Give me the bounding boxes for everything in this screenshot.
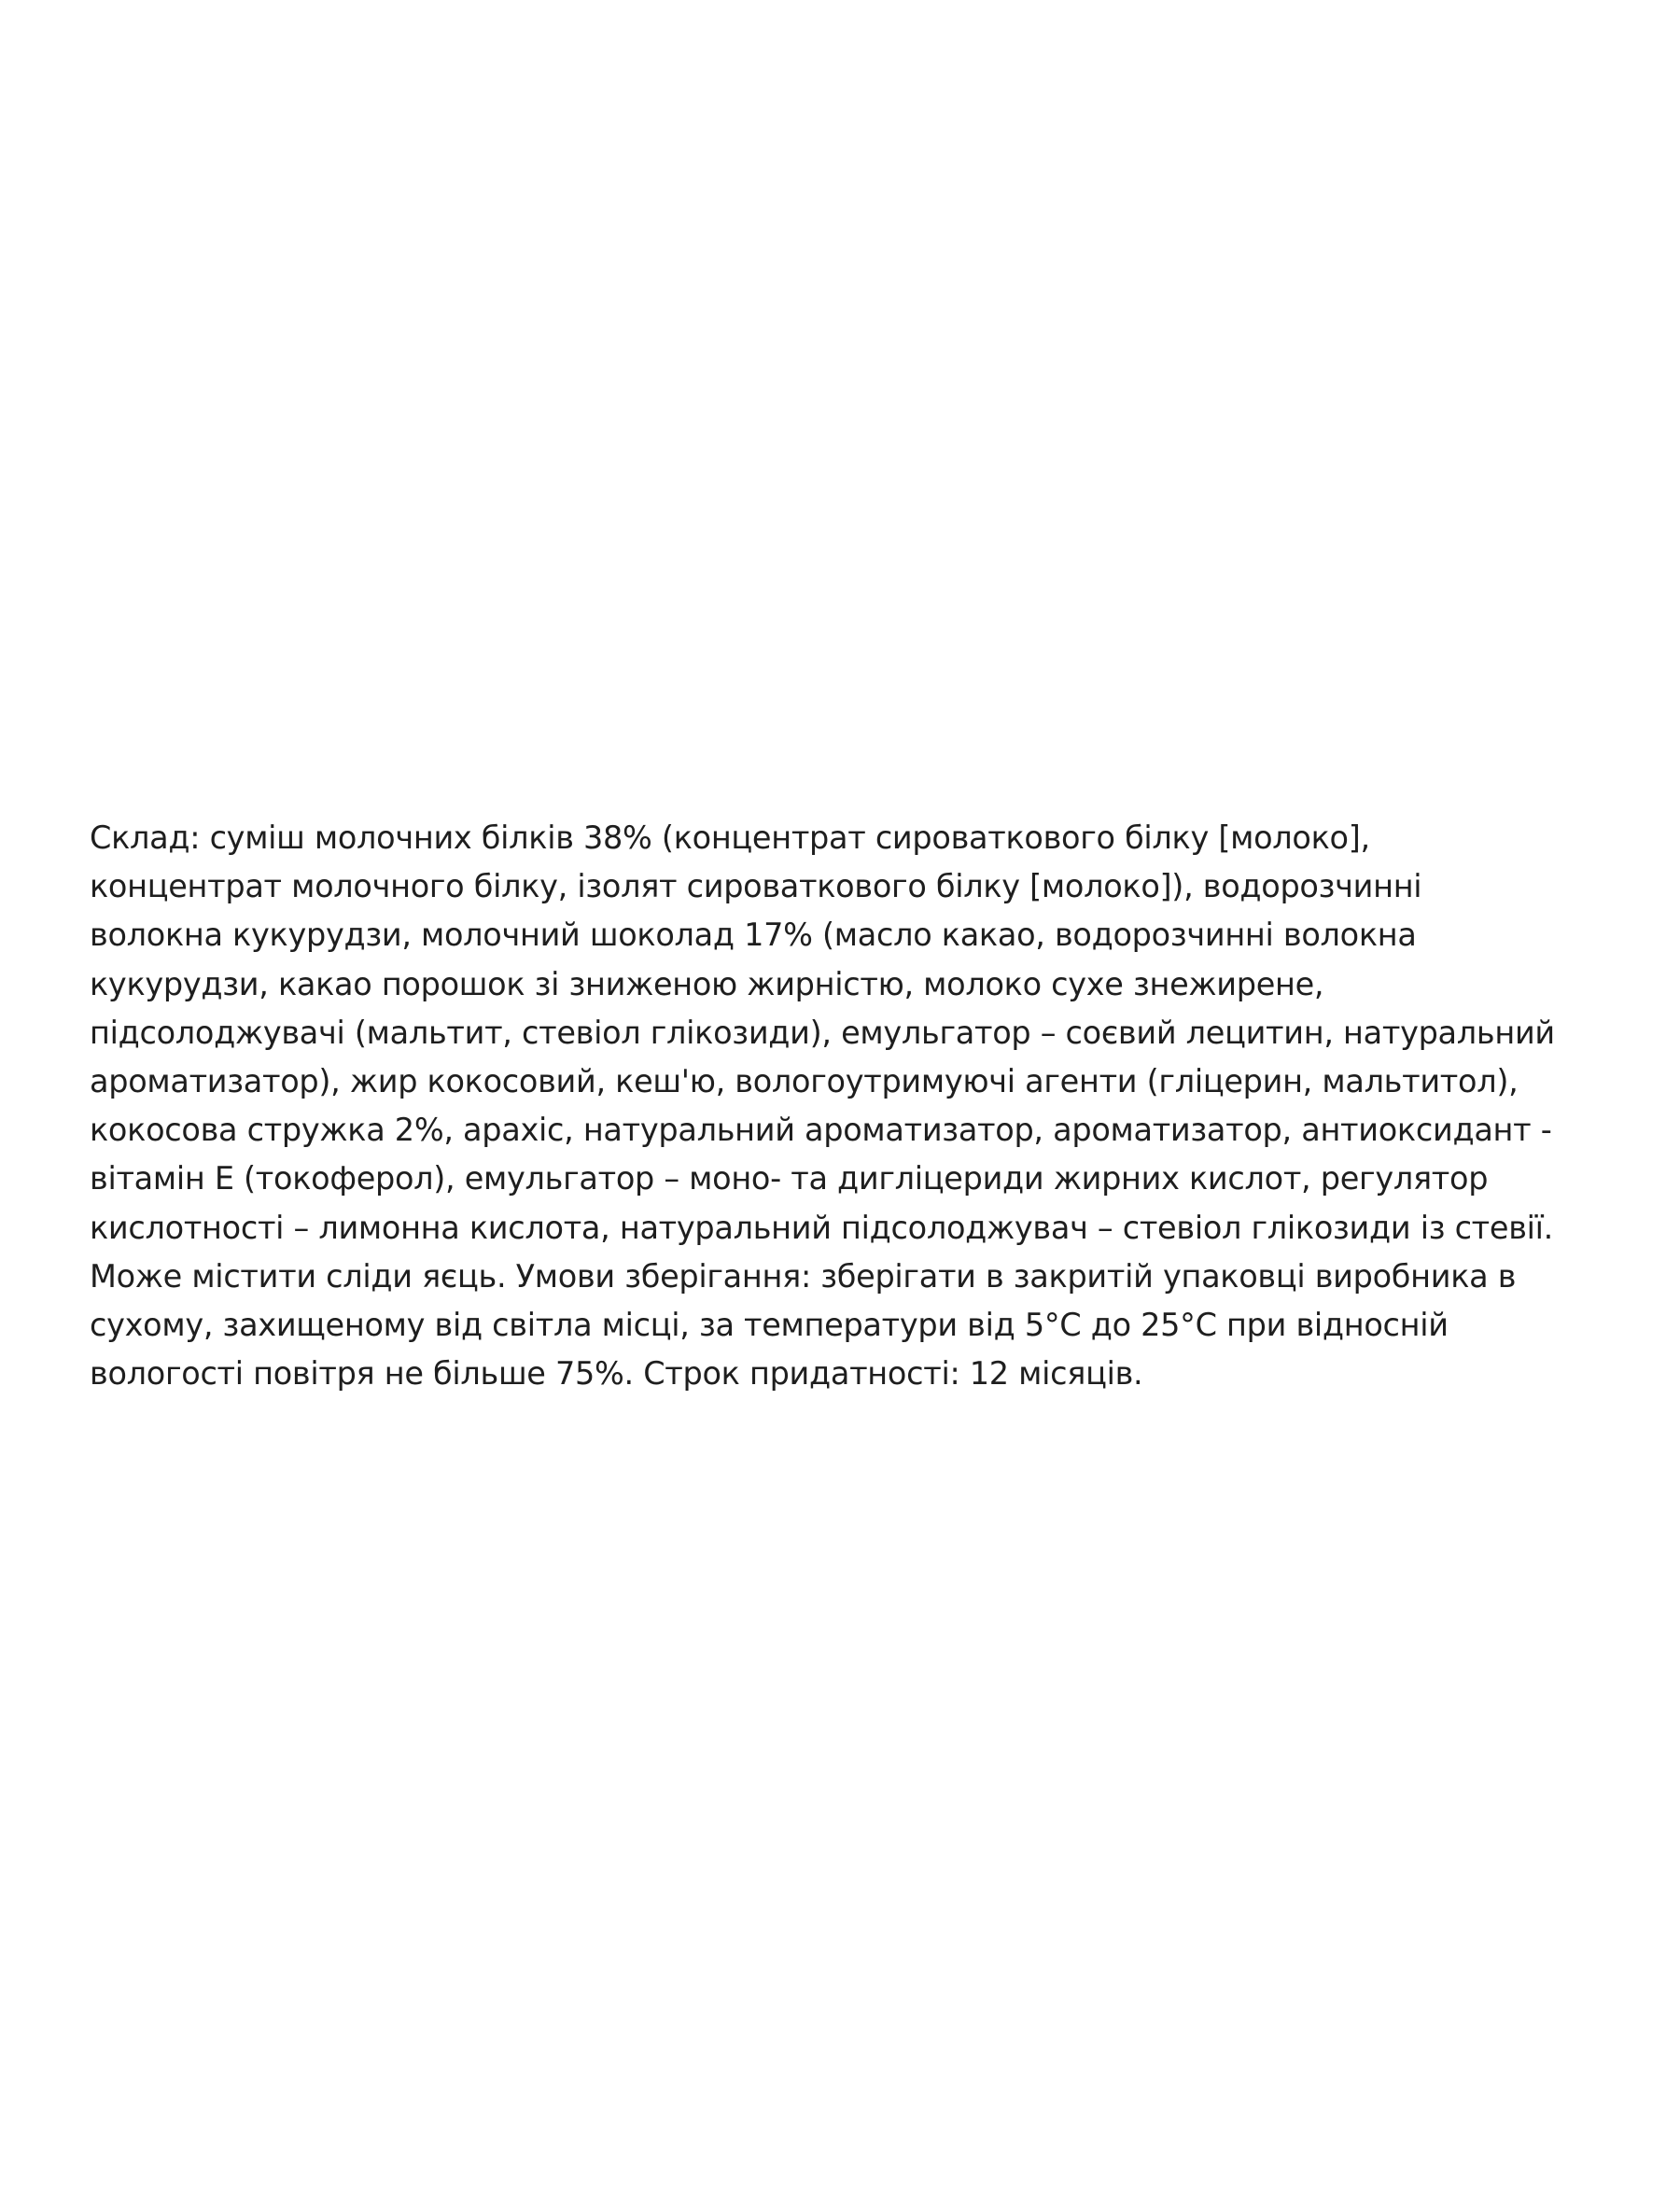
- text-line-8: вітамін Е (токоферол), емульгатор – моно- та дигліцериди жирних кислот, регулятор: [90, 1160, 1489, 1197]
- text-line-4: кукурудзи, какао порошок зі зниженою жирністю, молоко сухе знежирене,: [90, 965, 1324, 1002]
- text-line-7: кокосова стружка 2%, арахіс, натуральний ароматизатор, ароматизатор, антиоксидант -: [90, 1112, 1552, 1149]
- text-line-11: сухому, захищеному від світла місці, за температури від 5°С до 25°С при відносній: [90, 1307, 1449, 1344]
- text-line-12: вологості повітря не більше 75%. Строк придатності: 12 місяців.: [90, 1355, 1143, 1393]
- text-line-1: Склад: суміш молочних білків 38% (концентрат сироваткового білку [молоко],: [90, 819, 1370, 856]
- text-line-3: волокна кукурудзи, молочний шоколад 17% (масло какао, водорозчинні волокна: [90, 917, 1417, 954]
- text-line-10: Може містити сліди яєць. Умови зберігання: зберігати в закритій упаковці виробника в: [90, 1257, 1517, 1295]
- ingredients-text-block: [90, 814, 1639, 1398]
- text-line-9: кислотності – лимонна кислота, натуральний підсолоджувач – стевіол глікозиди із стевії.: [90, 1209, 1554, 1246]
- text-line-5: підсолоджувачі (мальтит, стевіол глікозиди), емульгатор – соєвий лецитин, натуральний: [90, 1014, 1555, 1051]
- text-line-2: концентрат молочного білку, ізолят сироваткового білку [молоко]), водорозчинні: [90, 868, 1422, 905]
- text-line-6: ароматизатор), жир кокосовий, кеш'ю, вологоутримуючі агенти (гліцерин, мальтитол),: [90, 1063, 1519, 1100]
